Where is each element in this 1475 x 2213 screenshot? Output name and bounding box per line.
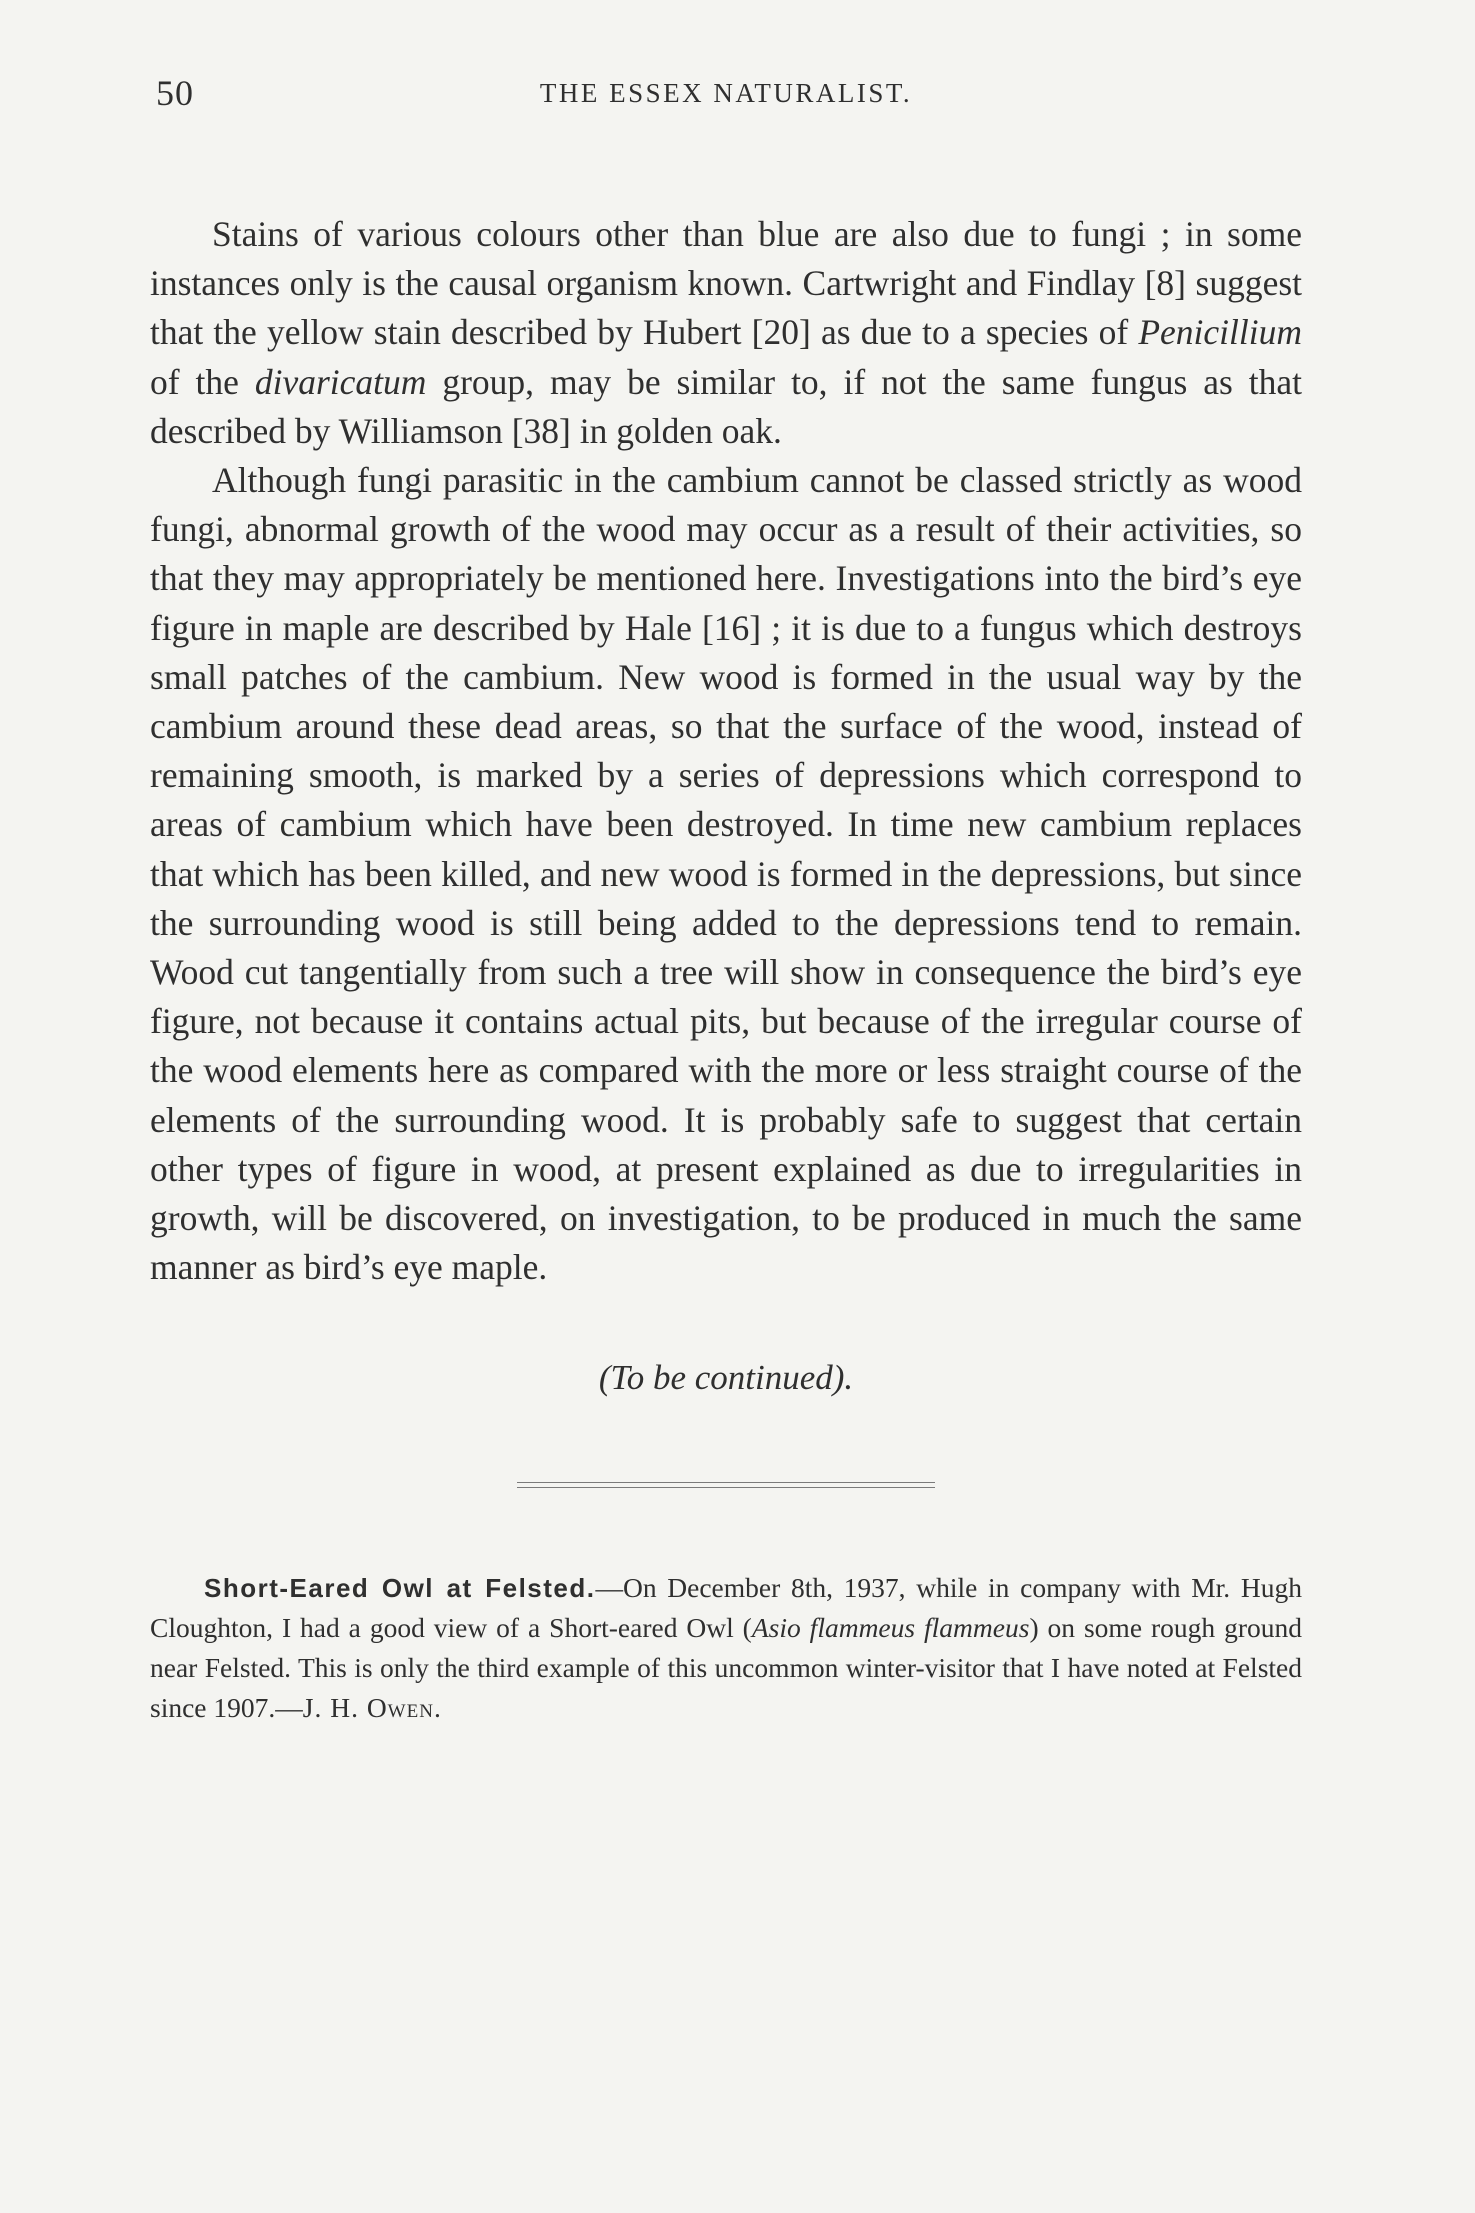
document-page (150, 64, 1302, 1728)
species-name: Asio flammeus flammeus (751, 1612, 1030, 1644)
paragraph-1-text-b: of the (150, 361, 255, 402)
paragraph-1 (150, 210, 1302, 456)
paragraph-1-text-a: Stains of various colours other than blue are also due to fungi ; in some instances only is the causal organism known. Cartwright and Findlay [8] suggest that the yellow stain described by Hubert [20] as due to a species of (150, 214, 1302, 353)
article-body (150, 210, 1302, 1292)
paragraph-2: Although fungi parasitic in the cambium cannot be classed strictly as wood fungi, abnormal growth of the wood may occur as a result of their activities, so that they may appropriately be mentioned here. Investigations into the bird’s eye figure in maple are described by Hale [16] ; it is due to a fungus which destroys small patches of the cambium. New wood is formed in the usual way by the cambium around these dead areas, so that the surface of the wood, instead of remaining smooth, is marked by a series of depressions which correspond to areas of cambium which have been destroyed. In time new cambium replaces that which has been killed, and new wood is formed in the depressions, but since the surrounding wood is still being added to the depressions tend to remain. Wood cut tangentially from such a tree will show in consequence the bird’s eye figure, not because it contains actual pits, but because of the irregular course of the wood elements here as compared with the more or less straight course of the elements of the surrounding wood. It is probably safe to suggest that certain other types of figure in wood, at present explained as due to irregularities in growth, will be discovered, on investigation, to be produced in much the same manner as bird’s eye maple. (150, 460, 1302, 1288)
genus-penicillium: Penicillium (1138, 312, 1302, 353)
section-divider (517, 1482, 935, 1488)
group-divaricatum: divaricatum (254, 361, 427, 402)
journal-title: THE ESSEX NATURALIST. (539, 78, 913, 108)
note-text-a: —On December 8th, 1937, while in company with Mr. Hugh Cloughton, I had a good view of a Short-eared Owl ( (150, 1572, 1302, 1644)
page-number: 50 (156, 73, 194, 113)
note-author: J. H. Owen. (302, 1692, 442, 1724)
running-head (150, 64, 1302, 124)
short-note (150, 1568, 1302, 1728)
paragraph-1-text-c: group, may be similar to, if not the same fungus as that described by Williamson [38] in golden oak. (150, 361, 1302, 451)
note-text-b: ) on some rough ground near Felsted. This is only the third example of this uncommon winter-visitor that I have noted at Felsted since 1907.— (150, 1612, 1302, 1724)
note-title: Short-Eared Owl at Felsted. (204, 1573, 596, 1604)
to-be-continued: (To be continued). (598, 1358, 854, 1398)
